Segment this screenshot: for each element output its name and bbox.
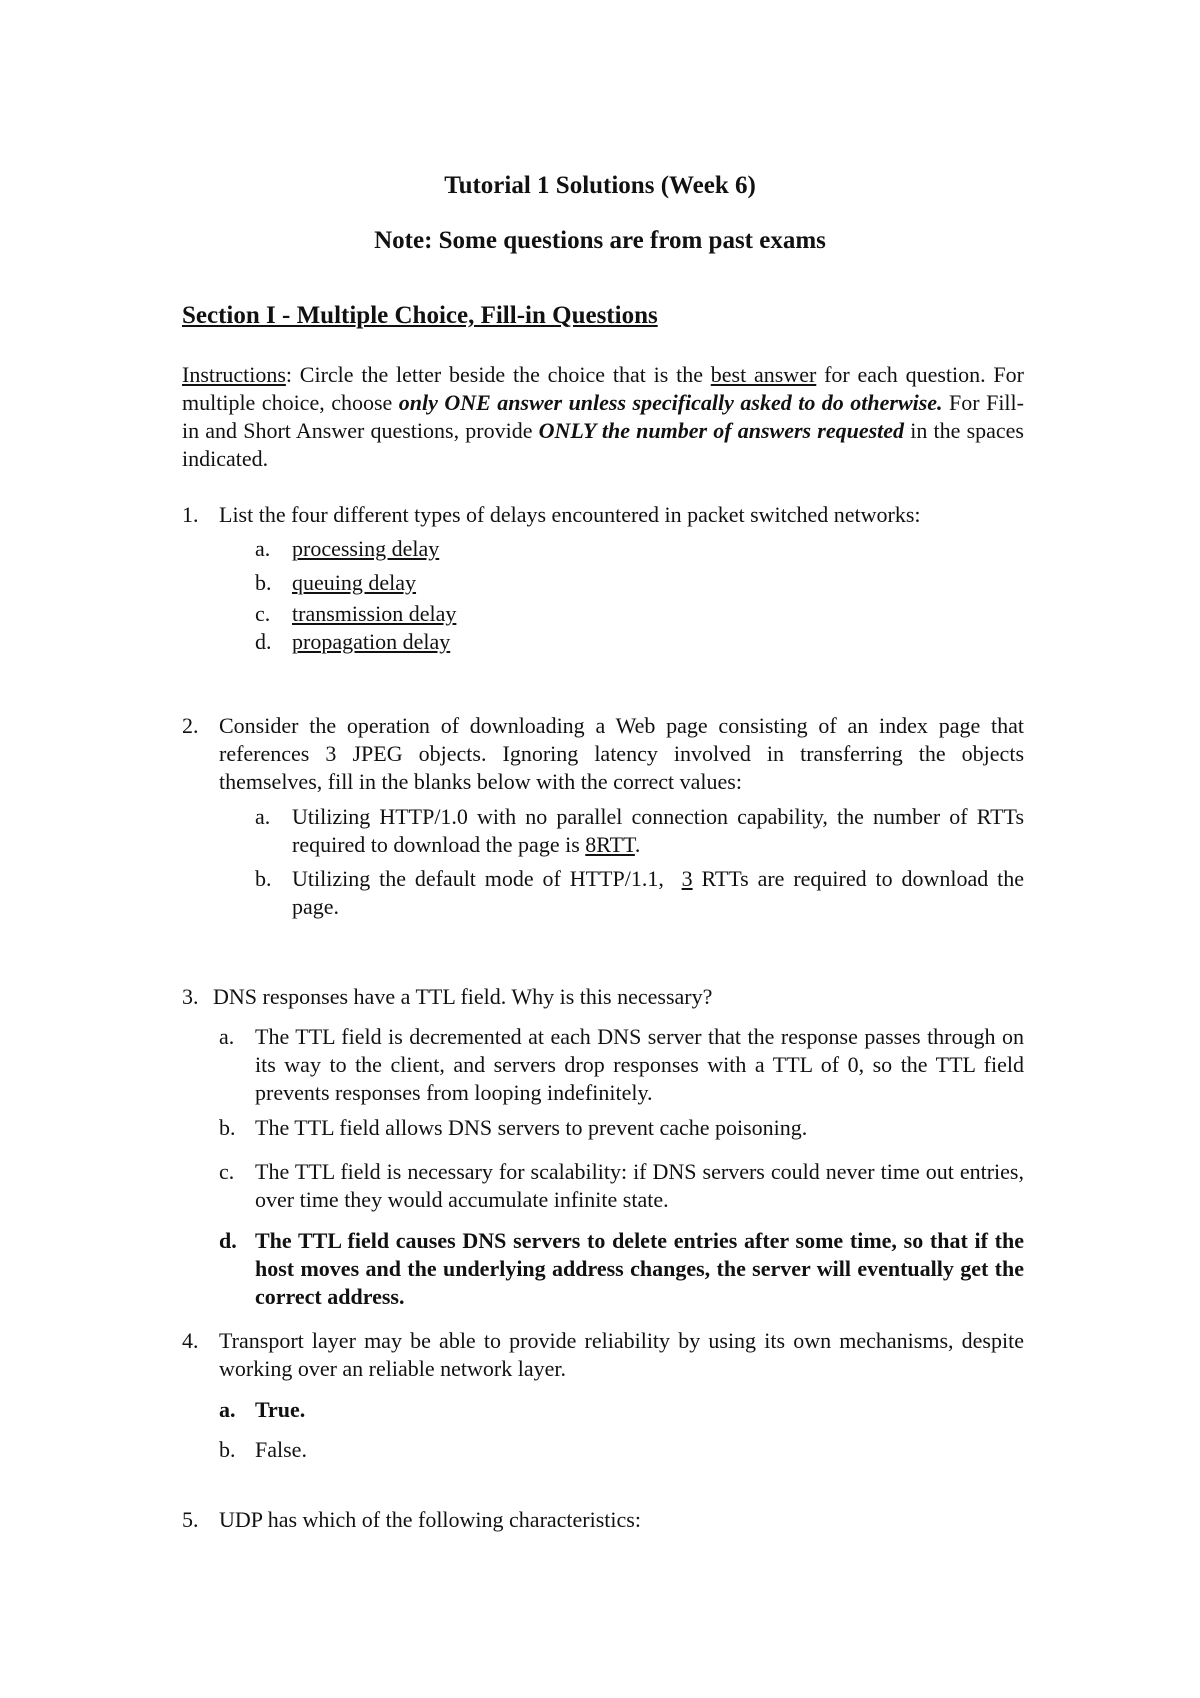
q1-answer-c-label: c. xyxy=(255,601,271,626)
q3-option-b-label: b. xyxy=(219,1115,236,1140)
q4-option-a-correct: True. xyxy=(255,1397,306,1422)
document-note: Note: Some questions are from past exams xyxy=(374,227,826,254)
q1-answer-d-label: d. xyxy=(255,629,272,654)
q1-answer-a-label: a. xyxy=(255,536,271,561)
instructions-label: Instructions xyxy=(182,362,286,387)
q1-answer-a: processing delay xyxy=(292,536,440,561)
q1-answer-d: propagation delay xyxy=(292,629,451,654)
emphasis-one-answer: only ONE answer unless specifically asked to do otherwise. xyxy=(398,390,943,415)
question-2-text: Consider the operation of downloading a Web page consisting of an index page that references 3 JPEG objects. Ignoring latency involved in transferring the objects themselves, fill in the blanks below with the correct values: xyxy=(219,713,1024,794)
q4-option-a-label: a. xyxy=(219,1397,236,1422)
question-5-text: UDP has which of the following characteristics: xyxy=(219,1507,641,1532)
question-5-number: 5. xyxy=(182,1507,199,1532)
emphasis-number-of-answers: ONLY the number of answers requested xyxy=(538,418,905,443)
section-heading: Section I - Multiple Choice, Fill-in Questions xyxy=(182,302,658,329)
question-4-number: 4. xyxy=(182,1328,199,1353)
q3-option-c-label: c. xyxy=(219,1159,235,1184)
question-2-number: 2. xyxy=(182,713,199,738)
q2-part-b-text: Utilizing the default mode of HTTP/1.1, 3 RTTs are required to download the page. xyxy=(292,866,1030,919)
question-3-text: DNS responses have a TTL field. Why is this necessary? xyxy=(213,984,713,1009)
q1-answer-c: transmission delay xyxy=(292,601,457,626)
q3-option-d-correct: The TTL field causes DNS servers to delete entries after some time, so that if the host moves and the underlying address changes, the server will eventually get the correct address. xyxy=(255,1228,1024,1309)
q3-option-d-label: d. xyxy=(219,1228,237,1253)
question-1-number: 1. xyxy=(182,502,199,527)
question-4-text: Transport layer may be able to provide reliability by using its own mechanisms, despite working over an reliable network layer. xyxy=(219,1328,1024,1381)
q3-option-b: The TTL field allows DNS servers to prevent cache poisoning. xyxy=(255,1115,808,1140)
q3-option-c: The TTL field is necessary for scalability: if DNS servers could never time out entries, over time they would accumulate infinite state. xyxy=(255,1159,1024,1212)
best-answer-text: best answer xyxy=(710,362,817,387)
q4-option-b: False. xyxy=(255,1437,307,1462)
q2-part-b-answer: 3 xyxy=(681,866,693,891)
q2-part-a-answer: 8RTT xyxy=(585,832,635,857)
q4-option-b-label: b. xyxy=(219,1437,236,1462)
q2-part-b-label: b. xyxy=(255,866,272,891)
question-1-text: List the four different types of delays encountered in packet switched networks: xyxy=(219,502,921,527)
q1-answer-b-label: b. xyxy=(255,570,272,595)
question-3-number: 3. xyxy=(182,984,199,1009)
q2-part-a-text: Utilizing HTTP/1.0 with no parallel connection capability, the number of RTTs required to download the page is 8RTT. xyxy=(292,804,1024,857)
q3-option-a: The TTL field is decremented at each DNS server that the response passes through on its way to the client, and servers drop responses with a TTL of 0, so the TTL field prevents responses from looping indefinitely. xyxy=(255,1024,1024,1105)
document-title: Tutorial 1 Solutions (Week 6) xyxy=(444,172,756,199)
q3-option-a-label: a. xyxy=(219,1024,235,1049)
instructions-paragraph: Instructions: Circle the letter beside the choice that is the best answer for each question. For multiple choice, choose only ONE answer unless specifically asked to do otherwise. For Fill-in and Short Answer questions, provide ONLY the number of answers requested in the spaces indicated. xyxy=(182,362,1024,471)
q2-part-a-label: a. xyxy=(255,804,271,829)
q1-answer-b: queuing delay xyxy=(292,570,417,595)
